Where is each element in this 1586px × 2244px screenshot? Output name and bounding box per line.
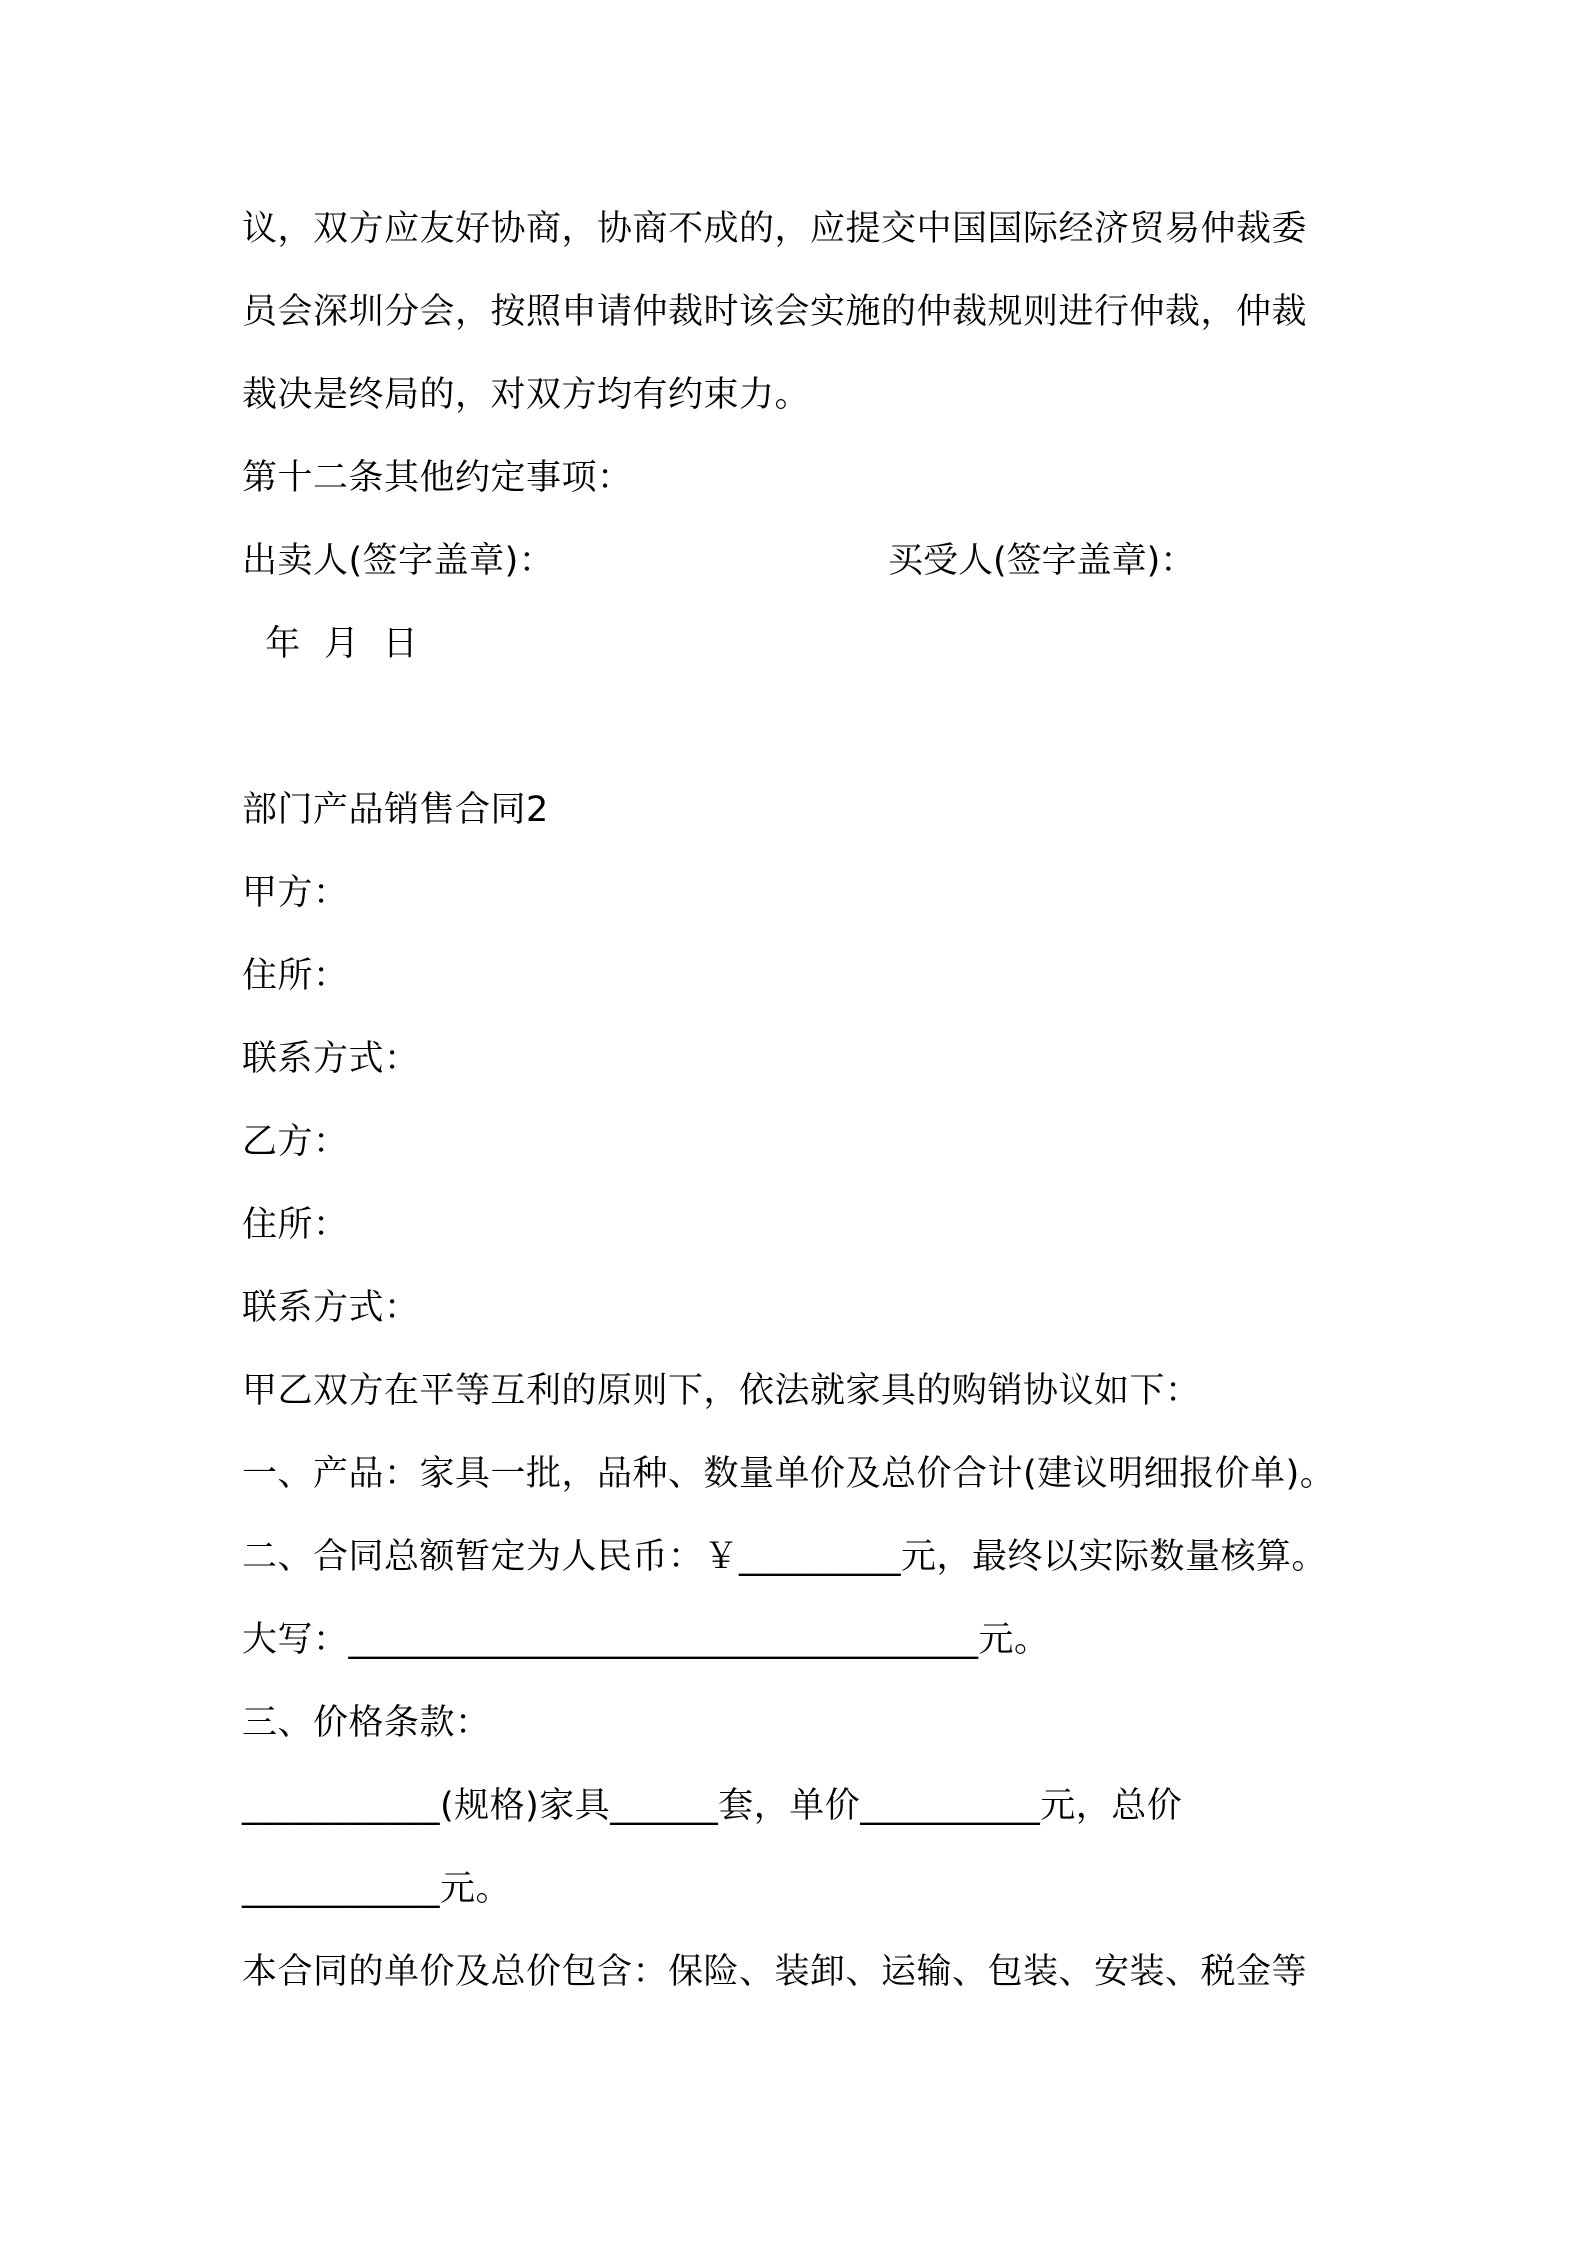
buyer-signature-label: 买受人(签字盖章)： — [888, 541, 1196, 581]
amount-in-words: 大写：___________________________________元。 — [242, 1620, 1050, 1660]
party-a-label: 甲方： — [242, 873, 349, 913]
party-b-address-label: 住所： — [242, 1205, 349, 1245]
date-line: 年 月 日 — [242, 624, 419, 664]
clause-12-heading: 第十二条其他约定事项： — [242, 458, 633, 498]
party-a-contact-label: 联系方式： — [242, 1039, 420, 1079]
price-includes-line: 本合同的单价及总价包含：保险、装卸、运输、包装、安装、税金等 — [242, 1952, 1308, 1992]
paragraph-line-3: 裁决是终局的，对双方均有约束力。 — [242, 375, 811, 415]
clause-3-heading: 三、价格条款： — [242, 1703, 491, 1743]
clause-2-total-amount: 二、合同总额暂定为人民币：￥_________元，最终以实际数量核算。 — [242, 1537, 1328, 1577]
contract-title: 部门产品销售合同2 — [242, 790, 549, 830]
agreement-intro: 甲乙双方在平等互利的原则下，依法就家具的购销协议如下： — [242, 1371, 1201, 1411]
price-terms-line-1: ___________(规格)家具______套，单价__________元，总价 — [242, 1786, 1183, 1826]
party-b-label: 乙方： — [242, 1122, 349, 1162]
paragraph-line-2: 员会深圳分会，按照申请仲裁时该会实施的仲裁规则进行仲裁，仲裁 — [242, 292, 1308, 332]
seller-signature-label: 出卖人(签字盖章)： — [242, 541, 555, 581]
price-terms-line-2: ___________元。 — [242, 1869, 512, 1909]
paragraph-line-1: 议，双方应友好协商，协商不成的，应提交中国国际经济贸易仲裁委 — [242, 209, 1308, 249]
party-a-address-label: 住所： — [242, 956, 349, 996]
party-b-contact-label: 联系方式： — [242, 1288, 420, 1328]
clause-1-product: 一、产品：家具一批，品种、数量单价及总价合计(建议明细报价单)。 — [242, 1454, 1336, 1494]
